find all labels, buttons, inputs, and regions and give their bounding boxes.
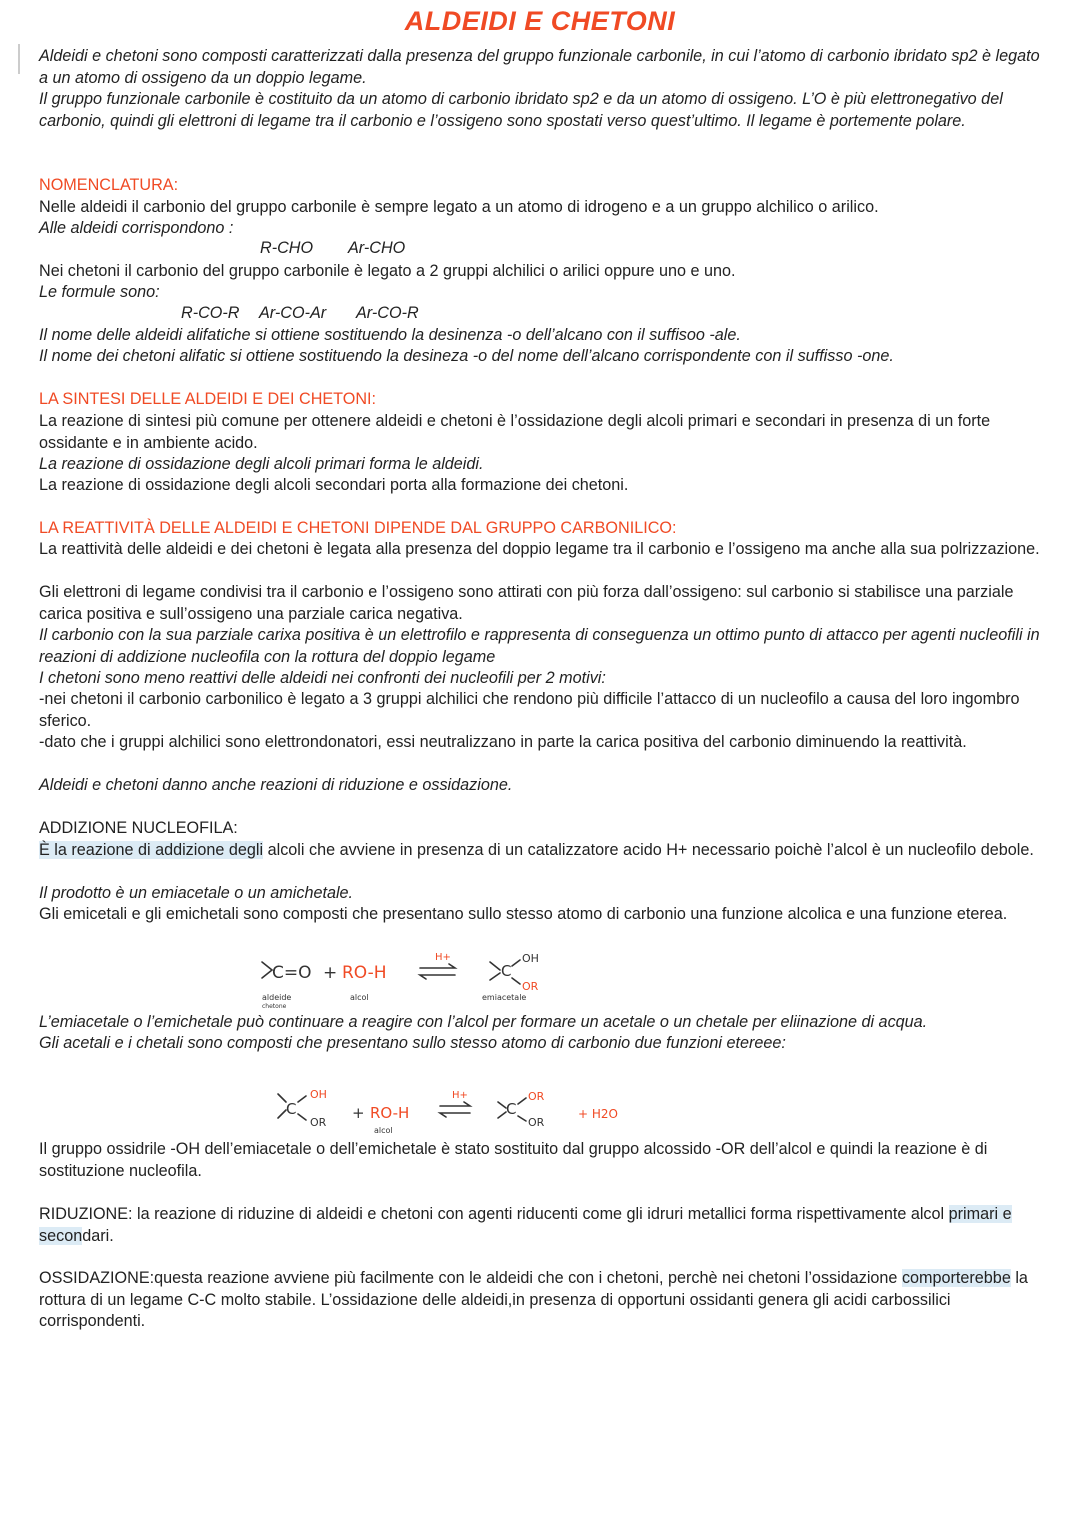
carbonyl-bonds <box>262 962 272 978</box>
plus-sign: + <box>323 963 338 983</box>
product-bonds <box>490 962 500 980</box>
reattivita-line-1: La reattività delle aldeidi e dei chetoni è legata alla presenza del doppio legame tra il carbonio e l’ossigeno ma anche alla sua polrizzazione. <box>39 540 1040 558</box>
r2-product-or1: OR <box>528 1090 545 1103</box>
formula-ar-co-ar: Ar-CO-Ar <box>259 304 327 322</box>
label-aldeide: aldeide <box>262 993 292 1002</box>
addizione-line-5: Gli acetali e i chetali sono composti che presentano sullo stesso atomo di carbonio due funzioni etereee: <box>39 1034 786 1052</box>
riduzione-rest: dari. <box>82 1226 114 1245</box>
formula-ar-co-r: Ar-CO-R <box>356 304 419 322</box>
nomenclatura-heading: NOMENCLATURA: <box>39 176 179 194</box>
intro-paragraph-1: Aldeidi e chetoni sono composti caratterizzati dalla presenza del gruppo funzionale carbonile, in cui l’atomo di carbonio ibridato sp2 è legato a un atomo di ossigeno da un doppio legame. <box>39 47 1040 87</box>
nomenclatura-line-5: Il nome delle aldeidi alifatiche si ottiene sostituendo la desinenza -o dell’alcano con il suffisoo -ale. <box>39 326 741 344</box>
riduzione-paragraph <box>39 1204 1049 1247</box>
reaction-1-sketch <box>250 948 570 1010</box>
ossidazione-highlight: comporterebbe <box>901 1269 1011 1287</box>
nomenclatura-line-4: Le formule sono: <box>39 283 160 301</box>
r2-bond-or <box>298 1114 306 1120</box>
r2-or: OR <box>310 1116 327 1129</box>
addizione-line-4: L’emiacetale o l’emichetale può continuare a reagire con l’alcol per formare un acetale o un chetale per eliinazione di acqua. <box>39 1013 928 1031</box>
bond-or <box>512 978 520 984</box>
nomenclatura-line-1: Nelle aldeidi il carbonio del gruppo carbonile è sempre legato a un atomo di idrogeno e a un gruppo alchilico o arilico. <box>39 198 879 216</box>
equilibrium-arrow-2 <box>440 1102 470 1117</box>
page-title: ALDEIDI E CHETONI <box>404 6 676 36</box>
riduzione-highlight: primari e secon <box>39 1205 1012 1245</box>
r2-carbon: C <box>286 1100 297 1118</box>
addizione-line-6: Il gruppo ossidrile -OH dell’emiacetale o dell’emichetale è stato sostituito dal gruppo alcossido -OR dell’alcol e quindi la reazione è di sostituzione nucleofila. <box>39 1140 988 1180</box>
formula-ar-cho: Ar-CHO <box>348 239 406 257</box>
label-emiacetale: emiacetale <box>482 993 527 1002</box>
product-carbon: C <box>501 962 512 980</box>
r2-product-or2: OR <box>528 1116 545 1129</box>
bond-oh <box>512 960 520 966</box>
equilibrium-arrow-1 <box>420 964 455 979</box>
formula-r-co-r: R-CO-R <box>181 304 240 322</box>
reagent-1: RO-H <box>342 963 387 983</box>
ossidazione-text: OSSIDAZIONE:questa reazione avviene più facilmente con le aldeidi che con i chetoni, perchè nei chetoni l’ossidazione <box>39 1269 902 1287</box>
sintesi-heading: LA SINTESI DELLE ALDEIDI E DEI CHETONI: <box>39 390 377 408</box>
nomenclatura-line-2: Alle aldeidi corrispondono : <box>39 219 234 237</box>
r2-bond-oh <box>298 1096 306 1102</box>
reattivita-line-2: Gli elettroni di legame condivisi tra il carbonio e l’ossigeno sono attirati con più forza dall’ossigeno: sul carbonio si stabilisce una parziale carica positiva e sull’ossigeno una parziale carica negativa. <box>39 583 1014 623</box>
reattivita-line-6: -dato che i gruppi alchilici sono elettrondonatori, essi neutralizzano in parte la carica positiva del carbonio diminuendo la reattività. <box>39 733 967 751</box>
intro-paragraph-2: Il gruppo funzionale carbonile è costituito da un atomo di carbonio ibridato sp2 e da un atomo di ossigeno. L’O è più elettronegativo del carbonio, quindi gli elettroni di legame tra il carbonio e l’ossigeno sono spostati verso quest’ultimo. Il legame è portemente polare. <box>39 90 1003 130</box>
r2-label-alcol: alcol <box>374 1126 393 1135</box>
reattivita-line-4: I chetoni sono meno reattivi delle aldeidi nei confronti dei nucleofili per 2 motivi: <box>39 669 606 687</box>
addizione-heading: ADDIZIONE NUCLEOFILA: <box>39 819 238 837</box>
nomenclatura-line-6: Il nome dei chetoni alifatic si ottiene sostituendo la desineza -o del nome dell’alcano corrispondente con il suffisso -one. <box>39 347 894 365</box>
reattivita-line-3: Il carbonio con la sua parziale carixa positiva è un elettrofilo e rappresenta di conseguenza un ottimo punto di attacco per agenti nucleofili in reazioni di addizione nucleofila con la rottura del doppio legame <box>39 626 1040 666</box>
carbonyl-text: C=O <box>272 963 312 983</box>
catalyst-1: H+ <box>435 952 451 963</box>
r2-bond-or1 <box>518 1098 526 1104</box>
margin-mark <box>18 44 26 74</box>
r2-product-carbon: C <box>506 1100 517 1118</box>
reaction-2-sketch <box>270 1088 650 1138</box>
r2-plus: + <box>352 1104 365 1122</box>
addizione-line-2: Il prodotto è un emiacetale o un amichetale. <box>39 884 354 902</box>
addizione-line-3: Gli emicetali e gli emichetali sono composti che presentano sullo stesso atomo di carbonio una funzione alcolica e una funzione eterea. <box>39 905 1008 923</box>
r2-oh: OH <box>310 1088 327 1101</box>
label-chetone: chetone <box>262 1003 287 1010</box>
reattivita-line-7: Aldeidi e chetoni danno anche reazioni di riduzione e ossidazione. <box>39 776 513 794</box>
r2-catalyst: H+ <box>452 1090 468 1101</box>
reattivita-line-5: -nei chetoni il carbonio carbonilico è legato a 3 gruppi alchilici che rendono più difficile l’attacco di un nucleofilo a causa del loro ingombro sferico. <box>39 690 1020 730</box>
sintesi-line-3: La reazione di ossidazione degli alcoli secondari porta alla formazione dei chetoni. <box>39 476 629 494</box>
formula-r-cho: R-CHO <box>260 239 314 257</box>
riduzione-text: RIDUZIONE: la reazione di riduzine di aldeidi e chetoni con agenti riducenti come gli idruri metallici forma rispettivamente alcol <box>39 1205 949 1223</box>
sintesi-line-2: La reazione di ossidazione degli alcoli primari forma le aldeidi. <box>39 455 484 473</box>
highlight-text: È la reazione di addizione degli <box>39 841 264 859</box>
sintesi-line-1: La reazione di sintesi più comune per ottenere aldeidi e chetoni è l’ossidazione degli alcoli primari e secondari in presenza di un forte ossidante e in ambiente acido. <box>39 412 991 452</box>
label-alcol: alcol <box>350 993 369 1002</box>
product-or: OR <box>522 980 539 993</box>
r2-bond-or2 <box>518 1116 526 1121</box>
r2-reagent: RO-H <box>370 1104 410 1122</box>
ossidazione-rest: la rottura di un legame C-C molto stabile. L’ossidazione delle aldeidi,in presenza di opportuni ossidanti genera gli acidi carbossilici corrispondenti. <box>39 1269 1028 1330</box>
r2-water: + H2O <box>578 1107 618 1121</box>
addizione-line-1 <box>39 840 1049 862</box>
addizione-line-1-rest: alcoli che avviene in presenza di un catalizzatore acido H+ necessario poichè l’alcol è un nucleofilo debole. <box>263 841 1034 859</box>
r2-bonds-left <box>278 1094 286 1118</box>
ossidazione-paragraph <box>39 1268 1049 1333</box>
reattivita-heading: LA REATTIVITÀ DELLE ALDEIDI E CHETONI DIPENDE DAL GRUPPO CARBONILICO: <box>39 519 677 537</box>
product-oh: OH <box>522 952 539 965</box>
nomenclatura-line-3: Nei chetoni il carbonio del gruppo carbonile è legato a 2 gruppi alchilici o arilici oppure uno e uno. <box>39 262 736 280</box>
r2-product-bonds <box>498 1102 506 1118</box>
